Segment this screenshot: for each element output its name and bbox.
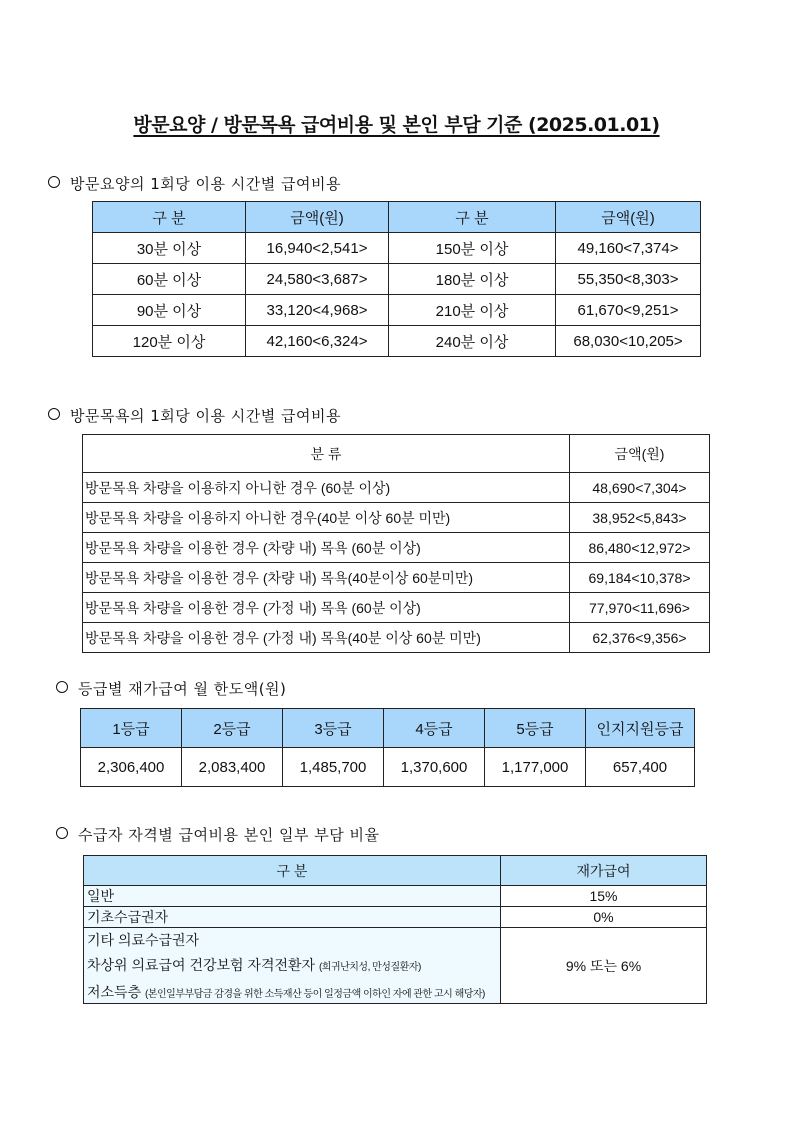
table-cell: 49,160<7,374>: [556, 233, 701, 264]
table-cell: 기초수급권자: [84, 907, 501, 928]
visit-care-fee-table: [92, 201, 701, 357]
table-cell: 38,952<5,843>: [570, 503, 710, 533]
table-cell: 방문목욕 차량을 이용한 경우 (가정 내) 목욕 (60분 이상): [83, 593, 570, 623]
table-row: [83, 623, 710, 653]
header-cell: 구 분: [93, 202, 246, 233]
table-header-row: [93, 202, 701, 233]
table-cell: 210분 이상: [389, 295, 556, 326]
header-cell: 인지지원등급: [586, 709, 695, 748]
table-cell: 90분 이상: [93, 295, 246, 326]
table-cell: 16,940<2,541>: [246, 233, 389, 264]
table-cell: 48,690<7,304>: [570, 473, 710, 503]
section2-heading: 방문목욕의 1회당 이용 시간별 급여비용: [48, 405, 341, 426]
table-header-row: [83, 435, 710, 473]
table-cell: 77,970<11,696>: [570, 593, 710, 623]
table-cell: 30분 이상: [93, 233, 246, 264]
table-row: [93, 233, 701, 264]
category-line: 차상위 의료급여 건강보험 자격전환자 (희귀난치성, 만성질환자): [87, 957, 421, 973]
table-cell: 150분 이상: [389, 233, 556, 264]
table-row: [93, 295, 701, 326]
table-row: [93, 326, 701, 357]
category-line: 저소득층 (본인일부부담금 감경을 위한 소득재산 등이 일정금액 이하인 자에 관한 고시 해당자): [87, 984, 485, 1000]
table-header-row: [81, 709, 695, 748]
table-row: [83, 593, 710, 623]
circle-bullet-icon: [56, 827, 68, 839]
copay-ratio-table: [83, 855, 707, 1004]
monthly-limit-table: [80, 708, 695, 787]
table-cell: 180분 이상: [389, 264, 556, 295]
header-cell: 2등급: [182, 709, 283, 748]
table-cell: 62,376<9,356>: [570, 623, 710, 653]
table-cell: 68,030<10,205>: [556, 326, 701, 357]
circle-bullet-icon: [48, 176, 60, 188]
header-cell: 금액(원): [556, 202, 701, 233]
header-cell: 구 분: [389, 202, 556, 233]
table-cell: 86,480<12,972>: [570, 533, 710, 563]
table-header-row: [84, 856, 707, 886]
section4-heading: 수급자 자격별 급여비용 본인 일부 부담 비율: [56, 824, 379, 845]
circle-bullet-icon: [48, 408, 60, 420]
table-row: [83, 473, 710, 503]
table-cell: 9% 또는 6%: [501, 928, 707, 1004]
table-row: [83, 503, 710, 533]
table-cell: 1,370,600: [384, 748, 485, 787]
header-cell: 금액(원): [246, 202, 389, 233]
table-cell: 2,306,400: [81, 748, 182, 787]
table-cell: 방문목욕 차량을 이용한 경우 (가정 내) 목욕(40분 이상 60분 미만): [83, 623, 570, 653]
table-row: [81, 748, 695, 787]
table-cell: 42,160<6,324>: [246, 326, 389, 357]
table-row: [84, 928, 707, 1004]
table-cell: 60분 이상: [93, 264, 246, 295]
header-cell: 5등급: [485, 709, 586, 748]
header-cell: 금액(원): [570, 435, 710, 473]
page-title: 방문요양 / 방문목욕 급여비용 및 본인 부담 기준 (2025.01.01): [133, 114, 660, 136]
table-row: [84, 907, 707, 928]
table-cell: 24,580<3,687>: [246, 264, 389, 295]
table-row: [93, 264, 701, 295]
table-cell: 1,177,000: [485, 748, 586, 787]
header-cell: 4등급: [384, 709, 485, 748]
table-cell: 657,400: [586, 748, 695, 787]
table-cell: 2,083,400: [182, 748, 283, 787]
table-cell: 61,670<9,251>: [556, 295, 701, 326]
table-cell: 방문목욕 차량을 이용한 경우 (차량 내) 목욕 (60분 이상): [83, 533, 570, 563]
category-line: 기타 의료수급권자: [87, 932, 200, 948]
table-cell: 방문목욕 차량을 이용하지 아니한 경우(40분 이상 60분 미만): [83, 503, 570, 533]
table-cell: 일반: [84, 886, 501, 907]
table-cell: 55,350<8,303>: [556, 264, 701, 295]
table-cell: 0%: [501, 907, 707, 928]
table-cell: 15%: [501, 886, 707, 907]
header-cell: 분 류: [83, 435, 570, 473]
table-cell: 69,184<10,378>: [570, 563, 710, 593]
section3-heading: 등급별 재가급여 월 한도액(원): [56, 678, 286, 699]
header-cell: 3등급: [283, 709, 384, 748]
table-row: [84, 886, 707, 907]
visit-bath-fee-table: [82, 434, 710, 653]
table-cell: 1,485,700: [283, 748, 384, 787]
table-row: [83, 533, 710, 563]
section1-heading: 방문요양의 1회당 이용 시간별 급여비용: [48, 173, 341, 194]
table-cell: 방문목욕 차량을 이용한 경우 (차량 내) 목욕(40분이상 60분미만): [83, 563, 570, 593]
table-row: [83, 563, 710, 593]
table-cell: 240분 이상: [389, 326, 556, 357]
header-cell: 구 분: [84, 856, 501, 886]
header-cell: 재가급여: [501, 856, 707, 886]
table-cell: 33,120<4,968>: [246, 295, 389, 326]
header-cell: 1등급: [81, 709, 182, 748]
table-cell: [84, 928, 501, 1004]
circle-bullet-icon: [56, 681, 68, 693]
table-cell: 방문목욕 차량을 이용하지 아니한 경우 (60분 이상): [83, 473, 570, 503]
table-cell: 120분 이상: [93, 326, 246, 357]
